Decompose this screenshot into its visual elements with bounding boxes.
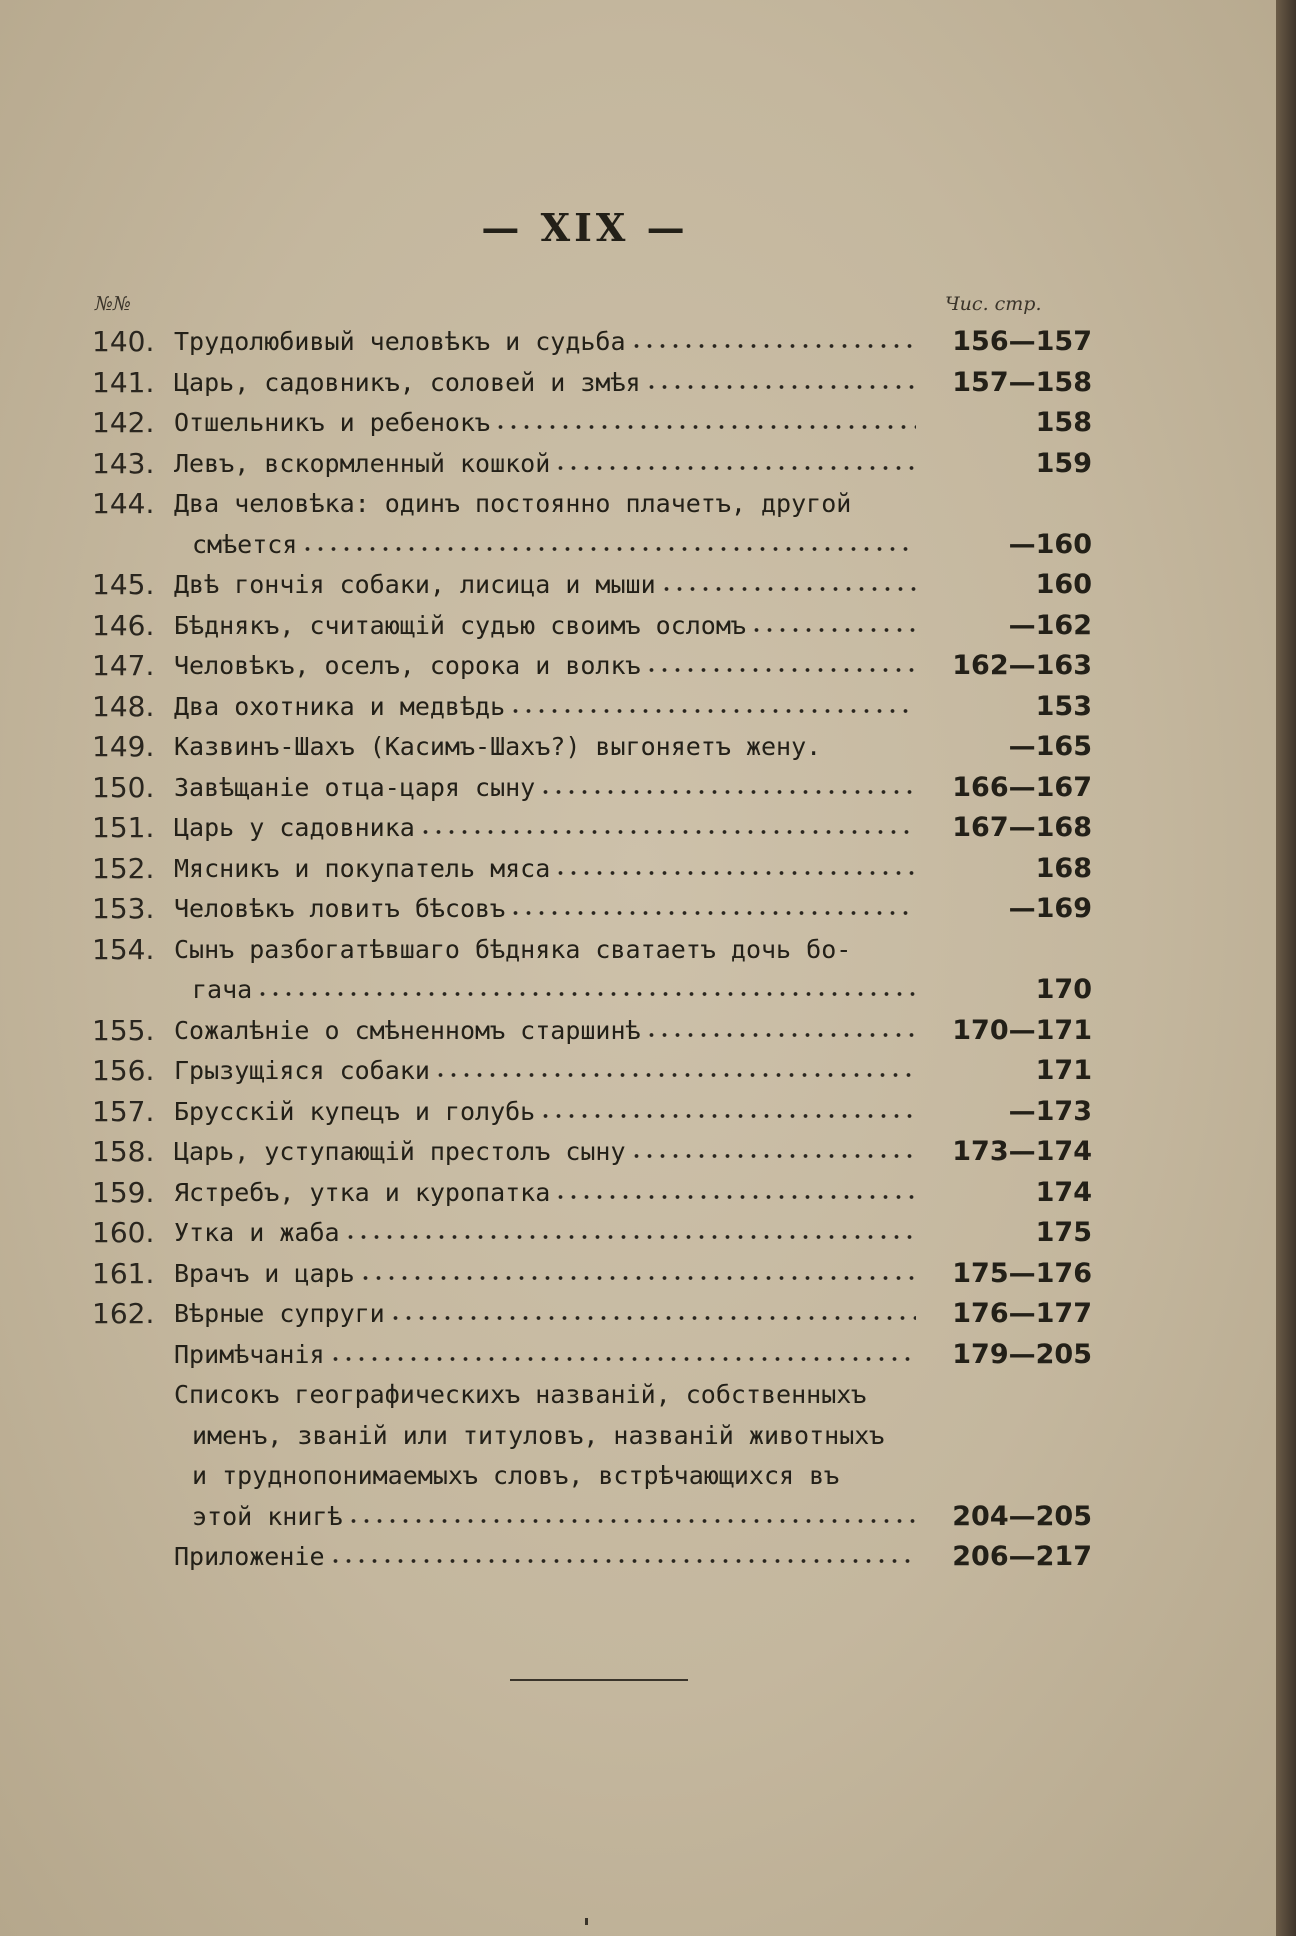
dot-leader [419, 812, 916, 836]
entry-line [174, 808, 1092, 849]
entry-number: 157. [92, 1094, 155, 1128]
entry-title: Завѣщаніе отца-царя сыну [174, 772, 536, 802]
dot-leader [630, 326, 916, 350]
entry-line [174, 930, 1092, 971]
entry-title: Врачъ и царь [174, 1258, 355, 1288]
toc-entry [92, 606, 1092, 647]
entry-title: Царь, уступающій престолъ сыну [174, 1137, 626, 1166]
entry-title: Двѣ гончія собаки, лисица и мыши [174, 570, 656, 599]
toc-entry [92, 1132, 1092, 1173]
toc-entry [92, 484, 1092, 565]
toc-entry [92, 1092, 1092, 1133]
toc-entry [92, 1537, 1092, 1578]
entry-number: 143. [92, 446, 155, 480]
entry-number: 153. [92, 892, 155, 925]
toc-entry [92, 1173, 1092, 1214]
toc-entry [92, 363, 1092, 404]
dot-leader [645, 1015, 916, 1039]
entry-title: Ястребъ, утка и куропатка [174, 1177, 551, 1207]
entry-line [174, 1213, 1092, 1254]
entry-number [92, 1335, 174, 1376]
page-reference: 160 [1035, 569, 1092, 600]
toc-entry [92, 1213, 1092, 1254]
pages-column-header: Чис. стр. [945, 293, 1042, 315]
entry-line [174, 1092, 1092, 1133]
dot-leader [359, 1258, 916, 1282]
entry-number: 149. [92, 730, 155, 763]
toc-entry [92, 1375, 1092, 1537]
entry-line [174, 484, 1092, 525]
page-reference: 174 [1035, 1176, 1092, 1208]
dot-leader [434, 1055, 916, 1079]
entry-line [174, 565, 1092, 606]
entry-number: 152. [92, 851, 155, 885]
entry-line [174, 1335, 1092, 1376]
entry-number: 155. [92, 1013, 155, 1047]
dot-leader [539, 1096, 916, 1120]
dot-leader [645, 650, 916, 674]
entry-number: 162. [92, 1297, 155, 1330]
entry-number: 141. [92, 365, 155, 399]
page-reference: 159 [1035, 447, 1092, 479]
dot-leader [554, 853, 916, 877]
entry-line [174, 1497, 1092, 1538]
entry-title: Царь, садовникъ, соловей и змѣя [174, 367, 641, 397]
toc-entry [92, 565, 1092, 606]
entry-line [174, 849, 1092, 890]
paper-speck [585, 1918, 588, 1925]
entry-number: 150. [92, 770, 155, 804]
toc-entry [92, 1294, 1092, 1335]
entry-title: Списокъ географическихъ названій, собственныхъ [174, 1380, 867, 1409]
entry-line [174, 970, 1092, 1011]
page-reference: 175 [1035, 1217, 1092, 1248]
entry-title: Отшельникъ и ребенокъ [174, 408, 491, 437]
entry-number [92, 1375, 174, 1537]
entry-title: Сынъ разбогатѣвшаго бѣдняка сватаетъ дочь бо- [174, 934, 852, 964]
dot-leader [554, 1177, 916, 1201]
dot-leader [645, 367, 916, 391]
entry-line [174, 646, 1092, 687]
entry-number [92, 1537, 174, 1578]
entry-title: Царь у садовника [174, 813, 415, 842]
entry-number: 142. [92, 406, 155, 439]
page-reference: 204—205 [952, 1500, 1092, 1532]
dot-leader [509, 691, 916, 715]
page-reference: 156—157 [952, 326, 1092, 357]
entry-title: Брусскій купецъ и голубь [174, 1096, 536, 1126]
page-reference: —169 [1008, 893, 1092, 924]
page-reference: 179—205 [952, 1338, 1092, 1370]
toc-entry [92, 1051, 1092, 1092]
toc-entry [92, 1011, 1092, 1052]
entry-title: Трудолюбивый человѣкъ и судьба [174, 327, 626, 356]
dot-leader [256, 974, 916, 998]
page-reference: —162 [1008, 609, 1092, 641]
entry-title: Два человѣка: одинъ постоянно плачетъ, другой [174, 489, 852, 518]
page-reference: —160 [1008, 528, 1092, 560]
dot-leader [888, 1420, 916, 1444]
entry-title: Приложеніе [174, 1542, 325, 1571]
entry-title: и труднопонимаемыхъ словъ, встрѣчающихся въ [192, 1461, 840, 1490]
entry-number: 156. [92, 1054, 155, 1087]
entry-title: Грызущіяся собаки [174, 1056, 430, 1085]
entry-line [174, 727, 1092, 768]
toc-entry [92, 889, 1092, 930]
dot-leader [750, 610, 916, 634]
entry-title: Человѣкъ ловитъ бѣсовъ [174, 894, 506, 923]
page-reference: 173—174 [952, 1136, 1092, 1167]
entry-line [174, 322, 1092, 363]
dot-leader [329, 1339, 916, 1363]
entry-line [174, 1537, 1092, 1578]
toc-entry [92, 687, 1092, 728]
page-reference: 171 [1035, 1055, 1092, 1086]
page-reference: 166—167 [952, 771, 1092, 803]
page-reference: 175—176 [952, 1257, 1092, 1289]
dot-leader [843, 1460, 916, 1484]
entry-title: Человѣкъ, оселъ, сорока и волкъ [174, 651, 641, 680]
page-reference: —165 [1008, 731, 1092, 762]
toc-entry [92, 1335, 1092, 1376]
toc-entry [92, 849, 1092, 890]
dot-leader [630, 1136, 916, 1160]
number-column-header: №№ [95, 293, 131, 315]
entry-title: гача [192, 975, 253, 1004]
entry-title: Мясникъ и покупатель мяса [174, 853, 551, 883]
entry-line [174, 1173, 1092, 1214]
entry-number: 140. [92, 325, 155, 358]
entry-number: 146. [92, 608, 155, 642]
dot-leader [344, 1217, 916, 1241]
page-reference: 170—171 [952, 1014, 1092, 1046]
entry-title: Казвинъ-Шахъ (Касимъ-Шахъ?) выгоняетъ жену. [174, 732, 822, 761]
page-reference: 162—163 [952, 650, 1092, 681]
page-reference: 157—158 [952, 366, 1092, 398]
entry-title: Вѣрные супруги [174, 1299, 385, 1328]
entry-line [174, 1294, 1092, 1335]
toc-entry [92, 768, 1092, 809]
entry-line [174, 525, 1092, 566]
entry-line [174, 889, 1092, 930]
dot-leader [301, 529, 916, 553]
entry-number: 154. [92, 932, 155, 966]
entry-title: именъ, званій или титуловъ, названій животныхъ [192, 1420, 885, 1450]
toc-entry [92, 444, 1092, 485]
table-of-contents [92, 322, 1092, 1578]
dot-leader [855, 934, 916, 958]
dot-leader [329, 1541, 916, 1565]
closing-rule [510, 1679, 688, 1681]
entry-line [174, 403, 1092, 444]
toc-entry [92, 646, 1092, 687]
entry-line [174, 768, 1092, 809]
entry-line [174, 687, 1092, 728]
dot-leader [389, 1298, 916, 1322]
entry-number: 145. [92, 568, 155, 601]
entry-line [174, 1375, 1092, 1416]
toc-entry [92, 808, 1092, 849]
entry-title: Сожалѣніе о смѣненномъ старшинѣ [174, 1015, 641, 1045]
entry-number: 158. [92, 1135, 155, 1168]
toc-entry [92, 322, 1092, 363]
toc-entry [92, 727, 1092, 768]
entry-number: 147. [92, 649, 155, 682]
page-reference: 168 [1035, 852, 1092, 884]
entry-number: 160. [92, 1216, 155, 1249]
toc-entry [92, 403, 1092, 444]
dot-leader [870, 1379, 916, 1403]
entry-line [174, 1416, 1092, 1457]
entry-line [174, 1456, 1092, 1497]
dot-leader [509, 893, 916, 917]
dot-leader [347, 1501, 916, 1525]
entry-title: Левъ, вскормленный кошкой [174, 448, 551, 478]
toc-entry [92, 1254, 1092, 1295]
entry-number: 151. [92, 811, 155, 844]
dot-leader [660, 569, 916, 593]
toc-entry [92, 930, 1092, 1011]
entry-title: Два охотника и медвѣдь [174, 691, 506, 721]
page-number-heading: — XIX — [481, 205, 689, 250]
entry-title: смѣется [192, 529, 298, 559]
entry-line [174, 444, 1092, 485]
page-reference: —173 [1008, 1095, 1092, 1127]
dot-leader [554, 448, 916, 472]
entry-line [174, 1254, 1092, 1295]
page-reference: 170 [1035, 974, 1092, 1005]
entry-title: Примѣчанія [174, 1339, 325, 1369]
entry-number: 148. [92, 689, 155, 723]
entry-title: этой книгѣ [192, 1501, 343, 1531]
dot-leader [494, 407, 916, 431]
entry-title: Утка и жаба [174, 1218, 340, 1247]
page-reference: 176—177 [952, 1298, 1092, 1329]
page-reference: 158 [1035, 407, 1092, 438]
entry-title: Бѣднякъ, считающій судью своимъ осломъ [174, 610, 746, 640]
entry-line [174, 606, 1092, 647]
dot-leader [855, 488, 916, 512]
entry-line [174, 1132, 1092, 1173]
page-reference: 167—168 [952, 812, 1092, 843]
entry-number: 161. [92, 1256, 155, 1290]
entry-line [174, 1051, 1092, 1092]
entry-line [174, 1011, 1092, 1052]
page-reference: 206—217 [952, 1541, 1092, 1572]
page-edge [1276, 0, 1296, 1936]
page-reference: 153 [1035, 690, 1092, 722]
dot-leader [539, 772, 916, 796]
entry-number: 159. [92, 1175, 155, 1209]
entry-number: 144. [92, 487, 155, 520]
dot-leader [825, 731, 916, 755]
entry-line [174, 363, 1092, 404]
